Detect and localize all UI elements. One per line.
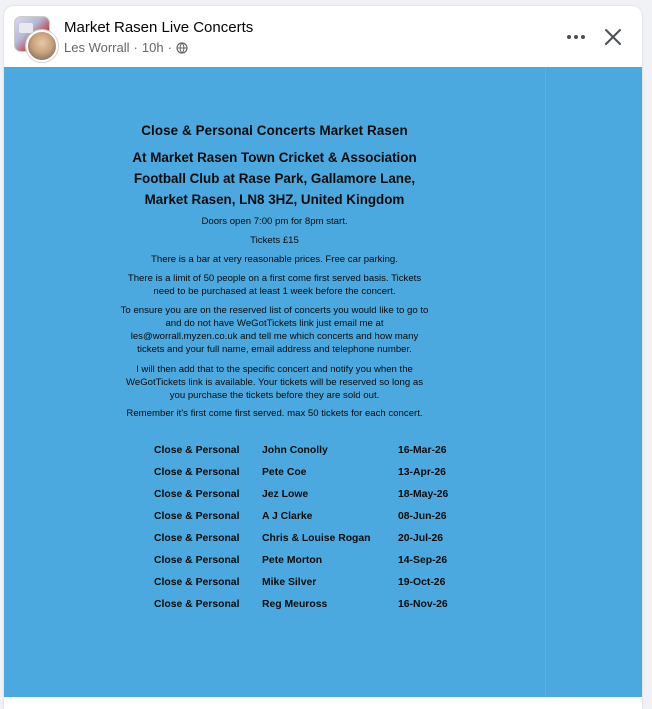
close-icon[interactable] (600, 24, 626, 50)
reserve-line-3: les@worrall.myzen.co.uk and tell me which concerts and how many (130, 331, 419, 342)
concert-date: 20-Jul-26 (398, 533, 444, 544)
concert-series: Close & Personal (154, 489, 240, 500)
concert-series: Close & Personal (154, 599, 240, 610)
page-title[interactable]: Market Rasen Live Concerts (64, 19, 254, 36)
concert-series: Close & Personal (154, 445, 240, 456)
concert-date: 08-Jun-26 (398, 511, 447, 522)
concert-artist: Reg Meuross (262, 599, 328, 610)
notify-line-3: you purchase the tickets before they are sold out. (169, 390, 380, 401)
reserve-line-2: and do not have WeGotTickets link just email me at (165, 318, 384, 329)
concert-artist: Pete Coe (262, 467, 307, 478)
meta-separator: · (133, 40, 138, 55)
post-meta (64, 40, 188, 55)
limit-line-1: There is a limit of 50 people on a first come first served basis. Tickets (127, 273, 422, 284)
post-card (4, 6, 642, 709)
concert-series: Close & Personal (154, 511, 240, 522)
author-name[interactable]: Les Worrall (64, 40, 130, 55)
concert-series: Close & Personal (154, 467, 240, 478)
bar-text: There is a bar at very reasonable prices. Free car parking. (151, 254, 398, 265)
concert-artist: A J Clarke (262, 511, 313, 522)
doors-text: Doors open 7:00 pm for 8pm start. (201, 216, 348, 227)
concert-artist: Pete Morton (262, 555, 323, 566)
globe-icon (176, 42, 188, 54)
more-options-icon[interactable] (562, 26, 590, 48)
concert-series: Close & Personal (154, 577, 240, 588)
concert-artist: Jez Lowe (262, 489, 309, 500)
remember-text: Remember it's first come first served. max 50 tickets for each concert. (126, 408, 423, 419)
avatar-group[interactable] (14, 16, 54, 60)
venue-line-1: At Market Rasen Town Cricket & Association (132, 150, 417, 165)
concert-series: Close & Personal (154, 533, 240, 544)
notify-line-2: WeGotTickets link is available. Your tickets will be reserved so long as (125, 377, 423, 388)
concert-date: 18-May-26 (398, 489, 449, 500)
poster-heading: Close & Personal Concerts Market Rasen (141, 123, 408, 138)
notify-line-1: I will then add that to the specific concert and notify you when the (136, 364, 413, 375)
concert-series: Close & Personal (154, 555, 240, 566)
concert-date: 19-Oct-26 (398, 577, 446, 588)
limit-line-2: need to be purchased at least 1 week before the concert. (153, 286, 396, 297)
venue-line-2: Football Club at Rase Park, Gallamore Lane, (133, 171, 416, 186)
post-header (4, 6, 642, 68)
meta-separator-2: · (167, 40, 172, 55)
concert-date: 14-Sep-26 (398, 555, 448, 566)
poster-image[interactable] (4, 67, 642, 697)
concert-date: 16-Nov-26 (398, 599, 448, 610)
post-time[interactable]: 10h (141, 40, 164, 55)
concert-artist: John Conolly (262, 445, 328, 456)
concert-artist: Mike Silver (262, 577, 317, 588)
tickets-text: Tickets £15 (250, 235, 299, 246)
reserve-line-4: tickets and your full name, email address and telephone number. (137, 344, 412, 355)
poster-divider (545, 67, 546, 697)
concert-date: 16-Mar-26 (398, 445, 447, 456)
concert-date: 13-Apr-26 (398, 467, 446, 478)
author-avatar[interactable] (26, 30, 58, 62)
concert-artist: Chris & Louise Rogan (262, 533, 371, 544)
venue-line-3: Market Rasen, LN8 3HZ, United Kingdom (144, 192, 405, 207)
reserve-line-1: To ensure you are on the reserved list of concerts you would like to go to (120, 305, 429, 316)
